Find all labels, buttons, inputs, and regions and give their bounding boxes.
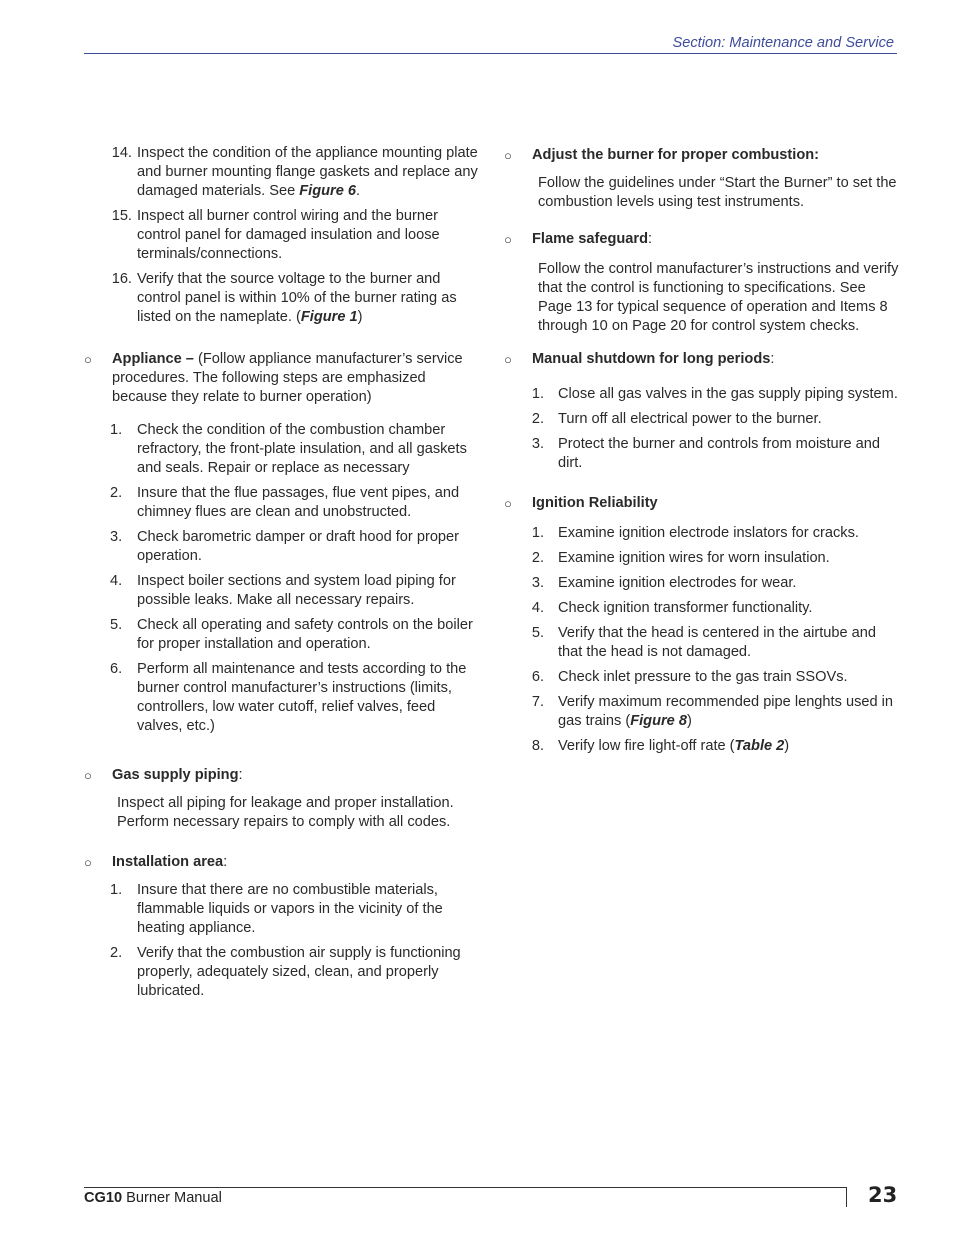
installation-steps-list bbox=[84, 881, 480, 1001]
list-item bbox=[84, 881, 480, 938]
item-text: Check the condition of the combustion chamber refractory, the front-plate insulation, and all gaskets and seals. Repair or replace as necessary bbox=[137, 422, 467, 476]
item-number: 3. bbox=[531, 575, 544, 591]
item-number: 15. bbox=[111, 208, 132, 224]
item-text-end: ) bbox=[357, 309, 363, 325]
list-item bbox=[504, 668, 900, 687]
header-rule bbox=[84, 53, 897, 54]
item-number: 4. bbox=[110, 573, 123, 589]
flame-text: Follow the control manufacturer’s instructions and verify that the control is functioning to specifications. See Page 13 for typical sequence of operation and Items 8 through 10 on Page 20 for control system checks. bbox=[538, 261, 899, 334]
item-number: 5. bbox=[110, 617, 123, 633]
title-colon: : bbox=[647, 231, 653, 247]
appliance-section bbox=[84, 350, 480, 407]
item-text: Verify that the source voltage to the burner and control panel is within 10% of the burner rating as listed on the nameplate. ( bbox=[137, 271, 457, 325]
item-number: 2. bbox=[531, 411, 544, 427]
list-item bbox=[84, 144, 480, 201]
top-steps-list bbox=[84, 144, 480, 327]
item-text: Verify low fire light-off rate ( bbox=[558, 738, 735, 754]
gas-supply-section bbox=[84, 766, 480, 785]
section-title: Installation area bbox=[112, 854, 224, 870]
bullet-circle-icon: ○ bbox=[84, 768, 92, 783]
bullet-circle-icon: ○ bbox=[84, 352, 92, 367]
list-item bbox=[504, 385, 900, 404]
item-text: Perform all maintenance and tests according to the burner control manufacturer’s instructions (limits, controllers, low water cutoff, relief valves, feed valves, etc.) bbox=[137, 661, 467, 734]
shutdown-steps-list bbox=[504, 385, 900, 473]
list-item bbox=[504, 549, 900, 568]
item-text: Verify that the head is centered in the airtube and that the head is not damaged. bbox=[558, 625, 877, 660]
section-title: Flame safeguard bbox=[532, 231, 648, 247]
list-item bbox=[504, 693, 900, 731]
item-number: 2. bbox=[110, 945, 123, 961]
item-number: 1. bbox=[531, 525, 544, 541]
page-number: 23 bbox=[868, 1183, 898, 1207]
item-text: Check ignition transformer functionality. bbox=[558, 600, 813, 616]
list-item bbox=[84, 528, 480, 566]
section-header: Section: Maintenance and Service bbox=[672, 35, 894, 51]
figure-ref: Figure 6 bbox=[299, 183, 357, 199]
item-text: Inspect the condition of the appliance mounting plate and burner mounting flange gaskets and replace any damaged materials. See bbox=[137, 145, 478, 199]
table-ref: Table 2 bbox=[734, 738, 785, 754]
item-text: Verify maximum recommended pipe lenghts used in gas trains ( bbox=[558, 694, 894, 729]
section-title: Manual shutdown for long periods bbox=[532, 351, 771, 367]
title-colon: : bbox=[770, 351, 775, 367]
ignition-steps-list bbox=[504, 524, 900, 756]
figure-ref: Figure 8 bbox=[630, 713, 687, 729]
item-text: Examine ignition wires for worn insulation. bbox=[558, 550, 830, 566]
list-item bbox=[84, 270, 480, 327]
section-title: Gas supply piping bbox=[112, 767, 239, 783]
item-number: 8. bbox=[531, 738, 544, 754]
list-item bbox=[504, 599, 900, 618]
adjust-text: Follow the guidelines under “Start the Burner” to set the combustion levels using test instruments. bbox=[538, 175, 897, 210]
item-number: 6. bbox=[531, 669, 544, 685]
bullet-circle-icon: ○ bbox=[84, 855, 92, 870]
section-text: (Follow appliance manufacturer’s service procedures. The following steps are emphasized because they relate to burner operation) bbox=[112, 351, 463, 405]
list-item bbox=[504, 435, 900, 473]
item-number: 1. bbox=[110, 882, 123, 898]
list-item bbox=[84, 944, 480, 1001]
installation-section bbox=[84, 853, 480, 872]
item-number: 14. bbox=[111, 145, 132, 161]
list-item bbox=[84, 660, 480, 736]
item-text: Turn off all electrical power to the burner. bbox=[558, 411, 822, 427]
item-text: Insure that the flue passages, flue vent pipes, and chimney flues are clean and unobstructed. bbox=[137, 485, 460, 520]
item-number: 1. bbox=[531, 386, 544, 402]
footer-model: CG10 bbox=[84, 1190, 123, 1206]
item-text: Inspect boiler sections and system load piping for possible leaks. Make all necessary repairs. bbox=[137, 573, 456, 608]
item-number: 6. bbox=[110, 661, 123, 677]
item-number: 7. bbox=[531, 694, 544, 710]
item-text: Inspect all burner control wiring and the burner control panel for damaged insulation and loose terminals/connections. bbox=[137, 208, 440, 262]
item-number: 1. bbox=[110, 422, 123, 438]
list-item bbox=[84, 572, 480, 610]
item-number: 4. bbox=[531, 600, 544, 616]
bullet-circle-icon: ○ bbox=[504, 232, 512, 247]
list-item bbox=[504, 524, 900, 543]
appliance-steps-list bbox=[84, 421, 480, 736]
item-number: 2. bbox=[110, 485, 123, 501]
left-column bbox=[84, 144, 480, 1007]
item-text-end: ) bbox=[686, 713, 692, 729]
section-title: Ignition Reliability bbox=[532, 495, 658, 511]
item-text-end: . bbox=[356, 183, 361, 199]
item-text: Insure that there are no combustible materials, flammable liquids or vapors in the vicinity of the heating appliance. bbox=[137, 882, 443, 936]
item-text: Close all gas valves in the gas supply piping system. bbox=[558, 386, 898, 402]
right-column bbox=[504, 144, 900, 762]
footer-rule bbox=[84, 1187, 847, 1188]
footer-divider bbox=[846, 1187, 847, 1207]
item-text: Check all operating and safety controls on the boiler for proper installation and operation. bbox=[137, 617, 473, 652]
item-number: 2. bbox=[531, 550, 544, 566]
gas-supply-text: Inspect all piping for leakage and proper installation. Perform necessary repairs to comply with all codes. bbox=[117, 795, 454, 830]
footer-manual-title bbox=[84, 1189, 222, 1208]
title-colon: : bbox=[238, 767, 243, 783]
ignition-section bbox=[504, 494, 900, 513]
title-colon: : bbox=[223, 854, 228, 870]
list-item bbox=[504, 410, 900, 429]
adjust-section bbox=[504, 146, 900, 165]
list-item bbox=[84, 616, 480, 654]
bullet-circle-icon: ○ bbox=[504, 496, 512, 511]
item-text: Examine ignition electrode inslators for cracks. bbox=[558, 525, 859, 541]
section-title: Appliance – bbox=[112, 351, 194, 367]
item-number: 16. bbox=[111, 271, 132, 287]
list-item bbox=[84, 207, 480, 264]
footer-title: Burner Manual bbox=[122, 1190, 222, 1206]
item-text: Check barometric damper or draft hood for proper operation. bbox=[137, 529, 460, 564]
item-number: 3. bbox=[110, 529, 123, 545]
list-item bbox=[504, 624, 900, 662]
list-item bbox=[504, 574, 900, 593]
bullet-circle-icon: ○ bbox=[504, 148, 512, 163]
shutdown-section bbox=[504, 350, 900, 369]
item-text: Protect the burner and controls from moisture and dirt. bbox=[558, 436, 881, 471]
list-item bbox=[84, 484, 480, 522]
figure-ref: Figure 1 bbox=[300, 309, 358, 325]
item-text: Examine ignition electrodes for wear. bbox=[558, 575, 797, 591]
list-item bbox=[84, 421, 480, 478]
bullet-circle-icon: ○ bbox=[504, 352, 512, 367]
item-text: Verify that the combustion air supply is functioning properly, adequately sized, clean, and properly lubricated. bbox=[137, 945, 461, 999]
flame-section bbox=[504, 230, 900, 249]
item-number: 3. bbox=[531, 436, 544, 452]
item-text: Check inlet pressure to the gas train SSOVs. bbox=[558, 669, 848, 685]
section-title: Adjust the burner for proper combustion: bbox=[532, 147, 820, 163]
item-number: 5. bbox=[531, 625, 544, 641]
item-text-end: ) bbox=[784, 738, 790, 754]
list-item bbox=[504, 737, 900, 756]
